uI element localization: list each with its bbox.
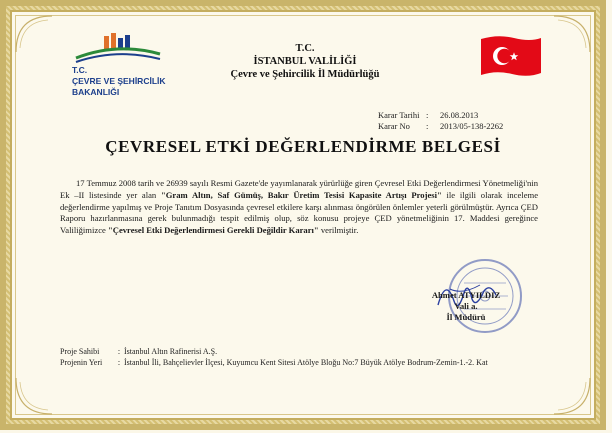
body-text-part3: verilmiştir. (318, 225, 359, 236)
signatory-name: Ahmet ATYILDIZ (431, 290, 501, 300)
project-info (60, 346, 488, 368)
project-owner-row (60, 346, 488, 357)
decision-date-label: Karar Tarihi (378, 110, 420, 120)
ministry-logo-name-line1: ÇEVRE VE ŞEHİRCİLİK (72, 76, 166, 86)
project-location-label: Projenin Yeri (60, 358, 103, 367)
body-text-part1: 17 Temmuz 2008 tarih ve 26939 sayılı Resmi Gazete'de yayımlanarak yürürlüğe giren Çevresel Etki Değerlendirmesi Yönetmeliği'nin Ek –II listesinde yer alan (60, 178, 538, 200)
header-tc: T.C. (295, 43, 315, 54)
decision-date-row (378, 110, 503, 121)
ministry-logo-icon (72, 32, 162, 64)
decision-number-row (378, 121, 503, 132)
decision-date-value: 26.08.2013 (440, 110, 479, 120)
project-location-row (60, 357, 488, 368)
decision-statement: "Çevresel Etki Değerlendirmesi Gerekli Değildir Kararı" (107, 225, 319, 236)
signature-block (416, 290, 516, 323)
certificate-body (60, 178, 538, 237)
header-governorship: İSTANBUL VALİLİĞİ (253, 56, 357, 67)
body-text-part2: ile ilgili olarak inceleme değerlendirme yapılmış ve Proje Tanıtım Dosyasında çevresel etkilere karşı alınması öngörülen önlemler yeterli görülmüştür. Ayrıca ÇED Raporu hazırlanmasına gerek bulunmadığı tespit edilmiş olup, söz konusu projeye ÇED yönetmeliğinin 17. Maddesi gereğince Valiliğimizce (60, 189, 539, 236)
colon-separator: : (117, 347, 121, 356)
decision-info (378, 110, 503, 131)
colon-separator: : (426, 110, 429, 120)
ministry-logo (72, 32, 182, 97)
project-owner-value: İstanbul Altın Rafinerisi A.Ş. (124, 347, 218, 356)
ministry-logo-tc: T.C. (72, 65, 88, 75)
signatory-title-director: İl Müdürü (446, 312, 486, 322)
turkish-flag-icon (478, 33, 544, 79)
colon-separator: : (117, 358, 121, 367)
signatory-title-deputy: Vali a. (454, 301, 478, 311)
certificate-title: ÇEVRESEL ETKİ DEĞERLENDİRME BELGESİ (105, 137, 501, 156)
project-owner-label: Proje Sahibi (60, 347, 100, 356)
project-location-value: İstanbul İli, Bahçelievler İlçesi, Kuyumcu Kent Sitesi Atölye Bloğu No:7 Büyük Atölye Bodrum-Zemin-1.-2. Kat (124, 358, 488, 367)
project-name: "Gram Altın, Saf Gümüş, Bakır Üretim Tesisi Kapasite Artışı Projesi" (160, 189, 442, 200)
colon-separator: : (426, 120, 429, 131)
decision-number-label: Karar No (378, 120, 410, 131)
issuing-authority-header (200, 42, 410, 81)
decision-number-value: 2013/05-138-2262 (440, 120, 504, 131)
header-directorate: Çevre ve Şehircilik İl Müdürlüğü (230, 69, 380, 80)
ministry-logo-name-line2: BAKANLIĞI (72, 87, 120, 97)
